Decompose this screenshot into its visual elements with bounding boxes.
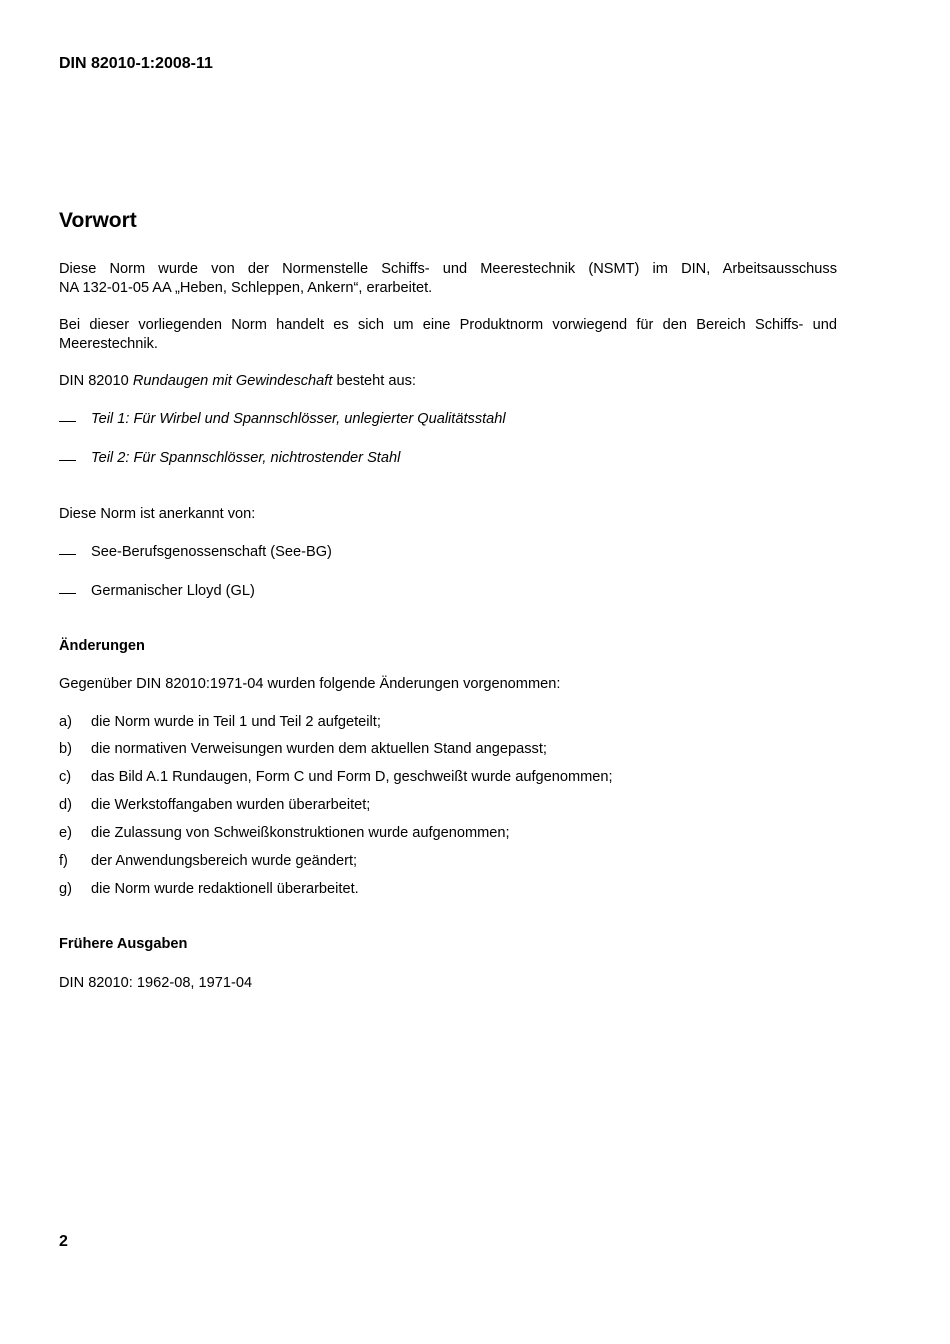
list-marker: b) [59, 741, 72, 757]
series-title: Rundaugen mit Gewindeschaft [132, 373, 333, 389]
intro-paragraph-2-line-2: Meerestechnik. [59, 335, 158, 352]
change-item: die Norm wurde in Teil 1 und Teil 2 aufgeteilt; [91, 714, 381, 730]
dash-bullet [59, 554, 76, 555]
changes-intro: Gegenüber DIN 82010:1971-04 wurden folgende Änderungen vorgenommen: [59, 676, 561, 692]
intro-paragraph-2-line-1: Bei dieser vorliegenden Norm handelt es sich um eine Produktnorm vorwiegend für den Bereich Schiffs- und [59, 317, 837, 333]
change-item: die Norm wurde redaktionell überarbeitet. [91, 881, 359, 897]
change-item: die normativen Verweisungen wurden dem aktuellen Stand angepasst; [91, 741, 547, 757]
part-item: Teil 1: Für Wirbel und Spannschlösser, unlegierter Qualitätsstahl [91, 411, 506, 427]
recognition-item: Germanischer Lloyd (GL) [91, 583, 255, 599]
series-prefix: DIN 82010 [59, 373, 133, 389]
list-marker: c) [59, 769, 72, 785]
page-number: 2 [59, 1233, 68, 1250]
change-item: der Anwendungsbereich wurde geändert; [91, 853, 358, 869]
previous-editions-text: DIN 82010: 1962-08, 1971-04 [59, 975, 253, 991]
change-item: die Zulassung von Schweißkonstruktionen wurde aufgenommen; [91, 825, 510, 841]
intro-paragraph-3 [59, 372, 416, 390]
series-suffix: besteht aus: [332, 373, 416, 389]
document-id: DIN 82010-1:2008-11 [59, 55, 213, 72]
list-marker: g) [59, 881, 72, 897]
list-marker: e) [59, 825, 72, 841]
previous-editions-heading: Frühere Ausgaben [59, 936, 188, 952]
dash-bullet [59, 593, 76, 594]
list-marker: a) [59, 714, 72, 730]
intro-paragraph-2 [59, 316, 837, 353]
intro-paragraph-1-line-1: Diese Norm wurde von der Normenstelle Schiffs- und Meerestechnik (NSMT) im DIN, Arbeitsausschuss [59, 261, 837, 277]
recognition-intro: Diese Norm ist anerkannt von: [59, 506, 256, 522]
part-item: Teil 2: Für Spannschlösser, nichtrostender Stahl [91, 450, 401, 466]
intro-paragraph-1 [59, 260, 837, 297]
dash-bullet [59, 421, 76, 422]
section-title-vorwort: Vorwort [59, 209, 137, 232]
list-marker: f) [59, 853, 68, 869]
recognition-item: See-Berufsgenossenschaft (See-BG) [91, 544, 332, 560]
change-item: das Bild A.1 Rundaugen, Form C und Form D, geschweißt wurde aufgenommen; [91, 769, 613, 785]
change-item: die Werkstoffangaben wurden überarbeitet; [91, 797, 371, 813]
dash-bullet [59, 460, 76, 461]
intro-paragraph-1-line-2: NA 132-01-05 AA „Heben, Schleppen, Ankern“, erarbeitet. [59, 279, 433, 296]
list-marker: d) [59, 797, 72, 813]
changes-heading: Änderungen [59, 638, 145, 654]
